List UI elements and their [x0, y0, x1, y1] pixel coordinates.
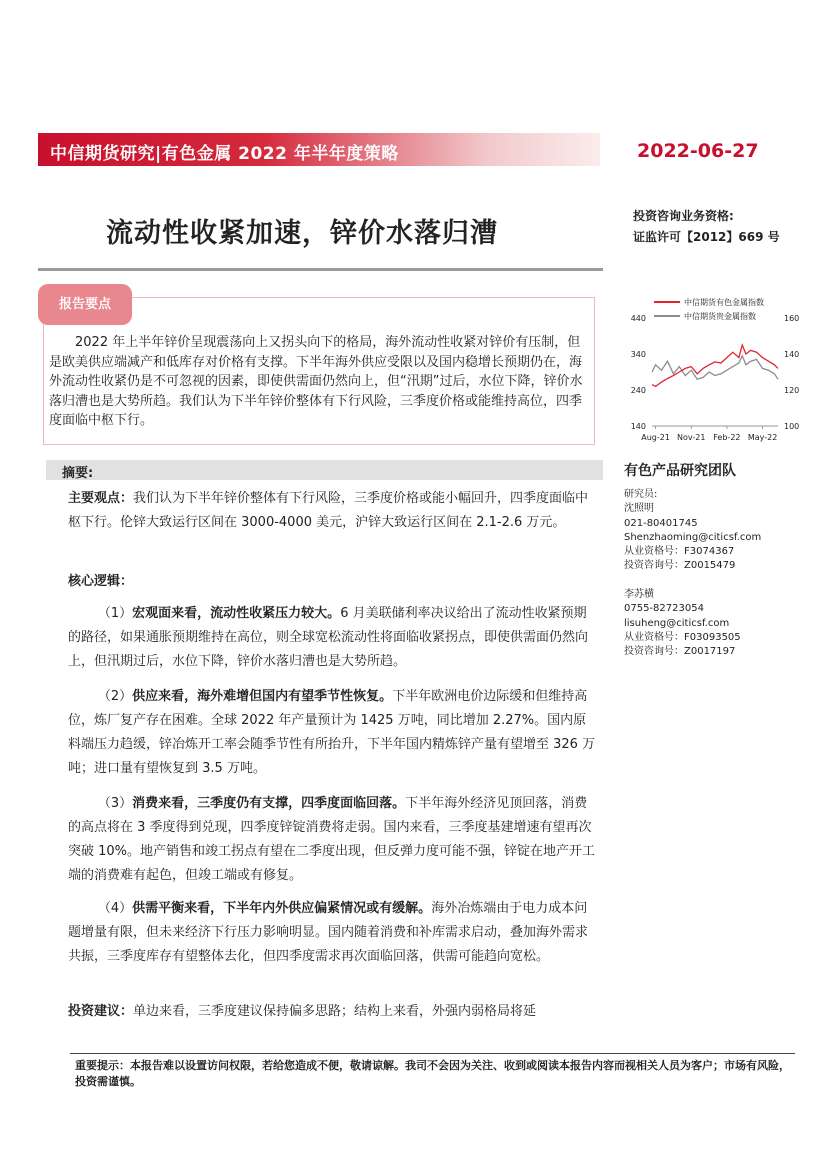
core-logic-point-2: （2）供应来看，海外难增但国内有望季节性恢复。下半年欧洲电价边际缓和但维持高位，炼厂复产存在困难。全球 2022 年产量预计为 1425 万吨，同比增加 2.27%。国内原料端压力趋缓，锌冶炼开工率会随季节性有所抬升，下半年国内精炼锌产量有望增至 326 万吨；进口量有望恢复到 3.5 万吨。: [68, 689, 596, 776]
x-tick-label: Nov-21: [676, 433, 706, 442]
team-title: 有色产品研究团队: [624, 463, 736, 479]
core-logic-point-3: （3）消费来看，三季度仍有支撑，四季度面临回落。下半年海外经济见顶回落，消费的高点将在 3 季度得到兑现，四季度锌锭消费将走弱。国内来看，三季度基建增速有望再次突破 10%。地产销售和竣工拐点有望在二季度出现，但反弹力度可能不强，锌锭在地产开工端的消费难有起色，但竣工端或有修复。: [68, 796, 596, 883]
analyst-email[interactable]: lisuheng@citicsf.com: [624, 617, 730, 629]
key-points-text: 2022 年上半年锌价呈现震荡向上又拐头向下的格局，海外流动性收紧对锌价有压制，但是欧美供应端减产和低库存对价格有支撑。下半年海外供应受限以及国内稳增长预期仍在，海外流动性收紧仍是不可忽视的因素，即使供需面仍然向上，但“汛期”过后，水位下降，锌价水落归漕也是大势所趋。我们认为下半年锌价整体有下行风险，三季度价格或能维持高位，四季度面临中枢下行。: [49, 335, 583, 428]
main-view-text: 我们认为下半年锌价整体有下行风险，三季度价格或能小幅回升，四季度面临中枢下行。伦锌大致运行区间在 3000-4000 美元，沪锌大致运行区间在 2.1-2.6 万元。: [68, 491, 589, 530]
legend-label-nonferrous: 中信期货有色金属指数: [684, 298, 764, 307]
y-left-tick-label: 440: [630, 314, 646, 323]
analyst-name: 李苏横: [624, 589, 654, 600]
y-left-tick-label: 340: [630, 350, 646, 359]
analyst-role: 研究员:: [624, 489, 658, 500]
legend-label-precious: 中信期货贵金属指数: [684, 312, 756, 321]
main-view-label: 主要观点：: [68, 491, 134, 506]
series-line-precious: [652, 356, 778, 379]
risk-notice: 重要提示：本报告难以设置访问权限，若给您造成不便，敬请谅解。我司不会因为关注、收到或阅读本报告内容而视相关人员为客户；市场有风险，投资需谨慎。: [75, 1059, 790, 1088]
y-left-tick-label: 240: [630, 386, 646, 395]
core-logic-point-1: （1）宏观面来看，流动性收紧压力较大。6 月美联储利率决议给出了流动性收紧预期的路径，如果通胀预期维持在高位，则全球宽松流动性将面临收紧拐点，即使供需面仍然向上，但汛期过后，水位下降，锌价水落归漕也是大势所趋。: [68, 606, 589, 669]
main-view-paragraph: [68, 487, 598, 535]
y-right-tick-label: 100: [784, 422, 800, 431]
analyst-email[interactable]: Shenzhaoming@citicsf.com: [624, 531, 762, 543]
banner-text: 中信期货研究|有色金属 2022 年半年度策略: [50, 144, 399, 164]
x-tick-label: Feb-22: [713, 433, 741, 442]
y-left-tick-label: 140: [630, 422, 646, 431]
analyst-license: 从业资格号：F3074367: [624, 546, 735, 558]
qualification-label: 投资咨询业务资格:: [633, 209, 734, 223]
y-right-tick-label: 140: [784, 350, 800, 359]
analyst-phone: 021-80401745: [624, 517, 698, 529]
summary-label: 摘要:: [62, 466, 94, 481]
x-tick-label: May-22: [747, 433, 778, 442]
y-right-tick-label: 120: [784, 386, 800, 395]
metal-index-chart: [618, 292, 818, 447]
qualification-license: 证监许可【2012】669 号: [633, 230, 780, 244]
chart-legend: [654, 297, 764, 321]
key-points-tab: 报告要点: [38, 284, 132, 325]
y-right-tick-label: 160: [784, 314, 800, 323]
title-divider: [38, 268, 603, 271]
summary-bar: [46, 460, 603, 480]
investment-advice: 投资建议：单边来看，三季度建议保持偏多思路；结构上来看，外强内弱格局将延: [68, 1004, 537, 1019]
analyst-advisory: 投资咨询号：Z0017197: [624, 646, 736, 658]
report-date: 2022-06-27: [637, 140, 759, 162]
analyst-name: 沈照明: [624, 503, 654, 515]
core-logic-heading: 核心逻辑：: [68, 574, 134, 589]
analyst-card: [624, 488, 761, 574]
analyst-card: [624, 588, 741, 659]
page-title: 流动性收紧加速，锌价水落归漕: [106, 218, 498, 249]
analyst-license: 从业资格号：F03093505: [624, 631, 741, 643]
analyst-advisory: 投资咨询号：Z0015479: [624, 560, 736, 572]
core-logic-point-4: （4）供需平衡来看，下半年内外供应偏紧情况或有缓解。海外冶炼端由于电力成本问题增量有限，但未来经济下行压力影响明显。国内随着消费和补库需求启动，叠加海外需求共振，三季度库存有望整体去化，但四季度需求再次面临回落，供需可能趋向宽松。: [68, 901, 589, 964]
notice-divider: [70, 1053, 795, 1054]
x-tick-label: Aug-21: [641, 433, 670, 442]
analyst-phone: 0755-82723054: [624, 603, 704, 615]
series-line-nonferrous: [652, 345, 778, 386]
report-banner: [38, 133, 600, 166]
